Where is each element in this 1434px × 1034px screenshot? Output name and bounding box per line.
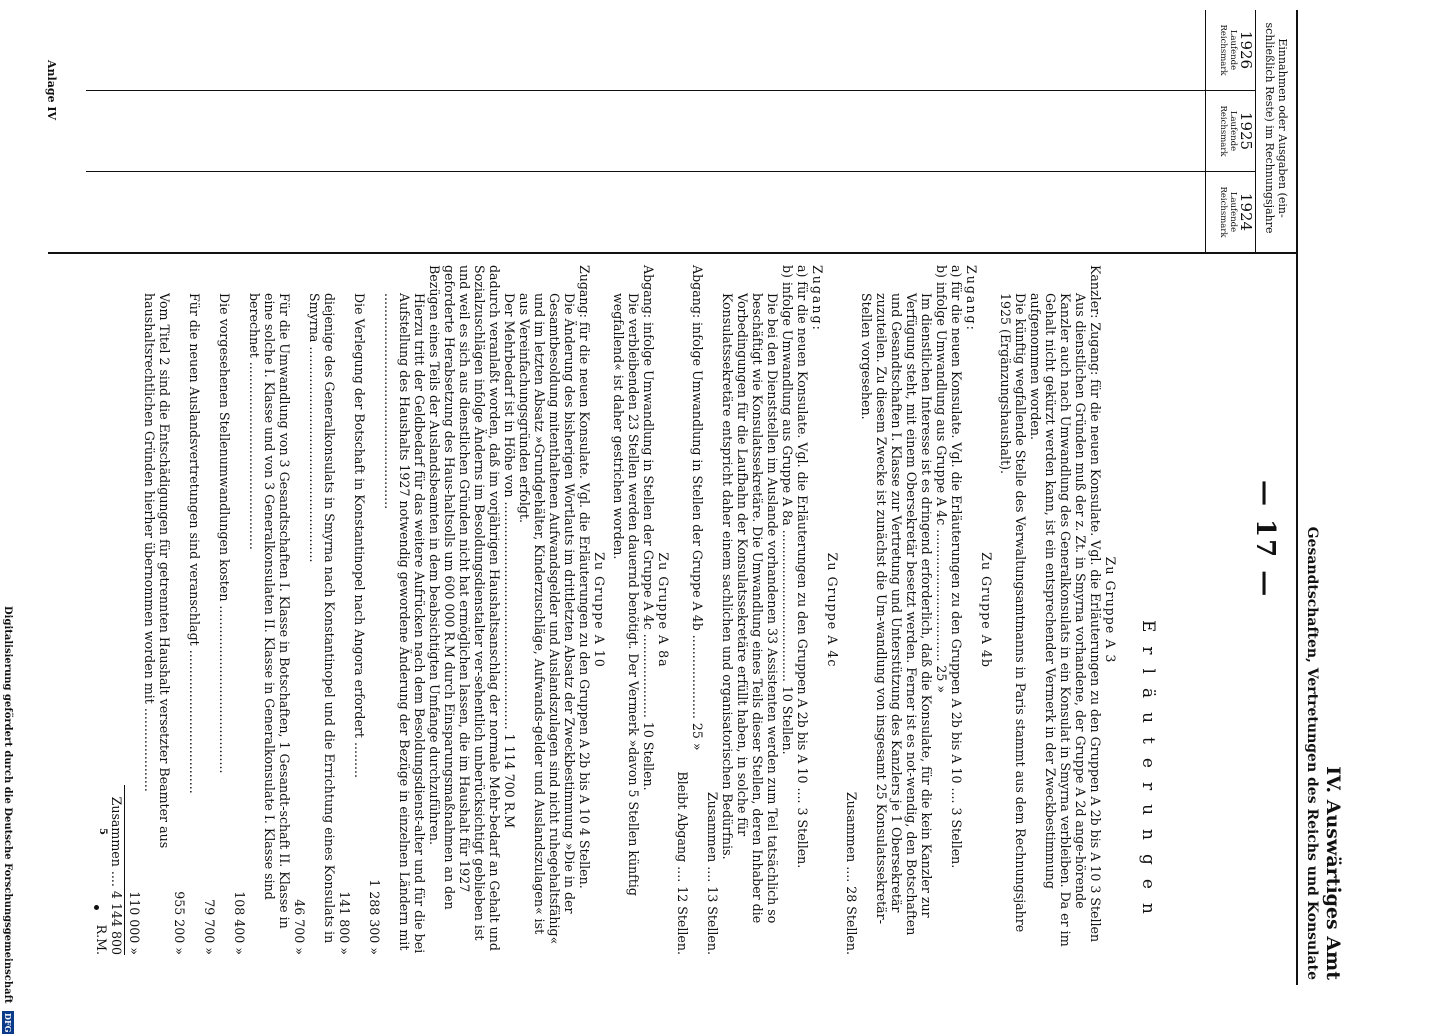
col-1925	[1217, 91, 1254, 171]
a4b-zugang: Zugang:	[964, 265, 979, 332]
a4b-b: b) infolge Umwandlung aus Gruppe A 4c ................................. 25 »	[934, 265, 949, 694]
a10-p3-amount: 1 288 300 »	[367, 879, 382, 955]
a4c-text: Die bei den Dienststellen im Auslande vorhandenen 33 Assistenten werden zum Teil tatsächlich so beschäftigt wie Konsulatssekretäre. Die Umwandlung eines Teils dieser Stellen, deren Inhaber die Vorbedingungen für die Laufbahn der Konsulatssekretäre erfüllt haben, in solche für Konsulatssekretäre entspricht daher einem sachlichen und organisatorischen Bedürfnis.	[720, 293, 780, 924]
page-number: — 17 —	[1250, 480, 1280, 599]
a10-p7: Die vorgesehenen Stellenumwandlungen kosten ..........................................	[217, 293, 232, 774]
rotated-document	[28, 0, 1358, 1000]
a10-p8-amount: 955 200 »	[172, 891, 187, 955]
annex-label: Anlage IV	[45, 60, 58, 121]
a10-p9: Vom Titel 2 sind die Entschädigungen für getrennten Haushalt versetzter Beamter aus haushaltsrechtlichen Gründen hierher übernommen worden mit .....................	[142, 293, 172, 849]
a4b-total: Zusammen .... 28 Stellen.	[844, 791, 859, 955]
col-sep-2	[86, 171, 1256, 172]
heading-a4c: Zu Gruppe A 4c	[825, 552, 840, 668]
a8a-line2: Die verbleibenden 23 Stellen werden dauernd benötigt. Der Vermerk »davon 5 Stellen künftig wegfallend« ist daher gestrichen worden.	[611, 293, 641, 896]
col-1926	[1217, 10, 1254, 90]
a10-p4-amount: 141 800 »	[337, 891, 352, 955]
col-1925-unit: Laufende Reichsmark	[1217, 105, 1238, 157]
a3-line3: Die künftig wegfallende Stelle des Verwaltungsamtmanns in Paris stammt aus dem Rechnungsjahre 1925 (Ergänzungshaushalt).	[998, 293, 1028, 933]
header-rule	[1296, 10, 1298, 985]
col-1926-unit: Laufende Reichsmark	[1217, 24, 1238, 76]
col-1925-year: 1925	[1237, 111, 1255, 151]
a10-p1: Die Änderung des bisherigen Wortlauts im drittletzten Absatz der Zweckbestimmung »Die in der Gesamtbesoldung mitenthaltenen Aufwandsgelder und Auslandszulagen sind nicht ruhegehaltsfähig« und im letzten Absatz »Grundgehälter, Kinderzuschläge, Aufwands-gelder und Auslandszulagen« ist aus Vereinfachungsgründen erfolgt.	[517, 293, 577, 945]
caption-rule	[1255, 10, 1256, 252]
a10-p6-amount: 108 400 »	[232, 891, 247, 955]
a10-p2: Der Mehrbedarf ist in Höhe von ......................................................... 1 114 700 R.M	[502, 293, 517, 829]
heading-a8a: Zu Gruppe A 8a	[656, 552, 671, 668]
heading-erlaeuterungen: Erläuterungen	[1138, 620, 1158, 928]
sheet-number: 5	[97, 828, 108, 835]
digitization-text: Digitalisierung gefördert durch die Deutsche Forschungsgemeinschaft	[2, 606, 13, 1004]
a3-line1: Kanzler: Zugang: für die neuen Konsulate. Vgl. die Erläuterungen zu den Gruppen A 2b bis A 10 3 Stellen	[1088, 265, 1103, 943]
a4c-a: a) für die neuen Konsulate. Vgl. die Erläuterungen zu den Gruppen A 2b bis A 10 .... 3 Stellen.	[795, 265, 810, 869]
explanations-body	[94, 265, 1118, 955]
digitization-note	[2, 606, 14, 1034]
colhead-rule	[1205, 10, 1206, 252]
a10-total: Zusammen .... 4 144 800 R.M.	[94, 785, 125, 955]
a10-p8: Für die neuen Auslandsvertretungen sind veranschlagt ....................................	[187, 293, 202, 794]
a10-p5-amount: 46 700 »	[292, 899, 307, 955]
col-1926-year: 1926	[1237, 30, 1255, 70]
col-sep-1	[86, 90, 1256, 91]
a10-p4: Die Verlegung der Botschaft in Konstantinopel nach Angora erfordert .........	[352, 293, 367, 779]
margin-dot	[94, 905, 99, 910]
a10-p9-amount: 110 000 »	[127, 891, 142, 955]
a10-p7-amount: 79 700 »	[202, 899, 217, 955]
table-caption: Einnahmen oder Ausgaben (ein- schließlich Reste) im Rechnungsjahre	[1263, 22, 1289, 234]
a4c-zugang: Zugang:	[810, 265, 825, 332]
a10-zugang: Zugang: für die neuen Konsulate. Vgl. die Erläuterungen zu den Gruppen A 2b bis A 10 4 Stellen.	[577, 265, 592, 889]
col-1924-unit: Laufende Reichsmark	[1217, 186, 1238, 238]
a4c-b: b) infolge Umwandlung aus Gruppe A 8a ...................................... 10 Stellen.	[780, 265, 795, 755]
a8a-line1: Abgang: infolge Umwandlung in Stellen der Gruppe A 4c ..................... 10 Stellen.	[641, 265, 656, 791]
a10-p6: Für die Umwandlung von 3 Gesandtschaften I. Klasse in Botschaften, 1 Gesandt-schaft II. Klasse in eine solche I. Klasse und von 3 Generalkonsulaten II. Klasse in Generalkonsulate I. Klasse sind berechnet ...............................................	[247, 293, 292, 929]
col-1924-year: 1924	[1237, 192, 1255, 232]
a4b-text: Im dienstlichen Interesse ist es dringend erforderlich, daß die Konsulate, für die kein Kanzler zur Verfügung steht, mit einem Obersekretär besetzt werden. Ferner ist es not-wendig, den Botschaften und Gesandtschaften I. Klasse zur Vertretung und Unterstützung des Kanzlers je 1 Obersekretär zuzuteilen. Zu diesem Zwecke ist zunächst die Um-wandlung von insgesamt 25 Konsulatssekretär-Stellen vorgesehen.	[859, 293, 934, 936]
a10-p2b: dadurch veranlaßt worden, daß im vorjährigen Haushaltsanschlag der normale Mehr-bedarf an Gehalt und Sozialzuschlägen infolge Änderns im Besoldungsdienstalter ver-sehentlich unberücksichtigt geblieben ist und weil es sich aus dienstlichen Gründen nicht hat ermöglichen lassen, die im Haushalt für 1927 geforderte Herabsetzung des Haus-haltsolls um 600 000 R.M durch Einsparungsmaßnahmen an den Bezügen eines Teils der Auslandsbeamten in dem beabsichtigten Umfange durchzuführen.	[427, 265, 502, 951]
heading-a4b: Zu Gruppe A 4b	[979, 552, 994, 668]
col-1924	[1217, 172, 1254, 252]
a10-p5: diejenige des Generalkonsulats in Smyrna nach Konstantinopel und die Errichtung eines Konsulats in Smyrna ......................................................	[307, 293, 337, 944]
a4b-a: a) für die neuen Konsulate. Vgl. die Erläuterungen zu den Gruppen A 2b bis A 10 .... 3 Stellen.	[949, 265, 964, 869]
heading-a10: Zu Gruppe A 10	[592, 552, 607, 668]
a4c-remaining: Bleibt Abgang .... 12 Stellen.	[675, 771, 690, 955]
column-divider	[48, 252, 1298, 254]
a10-p3: Hierzu tritt der Geldbedarf für das weitere Aufrücken nach dem Besoldungsdienst-alter und für die bei Aufstellung des Haushalts 1927 notwendig gewordene Änderung der Bezüge in einzelnen Ländern mit ......................................................	[382, 293, 427, 954]
dfg-logo: DFG	[3, 1013, 13, 1033]
a4c-abgang: Abgang: infolge Umwandlung in Stellen der Gruppe A 4b ..................... 25 »	[690, 265, 705, 751]
section-title: IV. Auswärtiges Amt	[1322, 766, 1344, 980]
section-subtitle: Gesandtschaften, Vertretungen des Reichs und Konsulate	[1304, 526, 1320, 980]
heading-a3: Zu Gruppe A 3	[1103, 556, 1118, 664]
a3-line2: Aus dienstlichen Gründen muß der z. Zt. in Smyrna vorhandene, der Gruppe A 2d ange-hörende Kanzler auch nach Umwandlung des Generalkonsulats in ein Konsulat in Smyrna verbleiben. Da er im Gehalt nicht gekürzt werden kann, ist ein entsprechender Vermerk in der Zweckbestimmung aufgenommen worden.	[1028, 293, 1088, 947]
a4c-total: Zusammen .... 13 Stellen.	[705, 791, 720, 955]
